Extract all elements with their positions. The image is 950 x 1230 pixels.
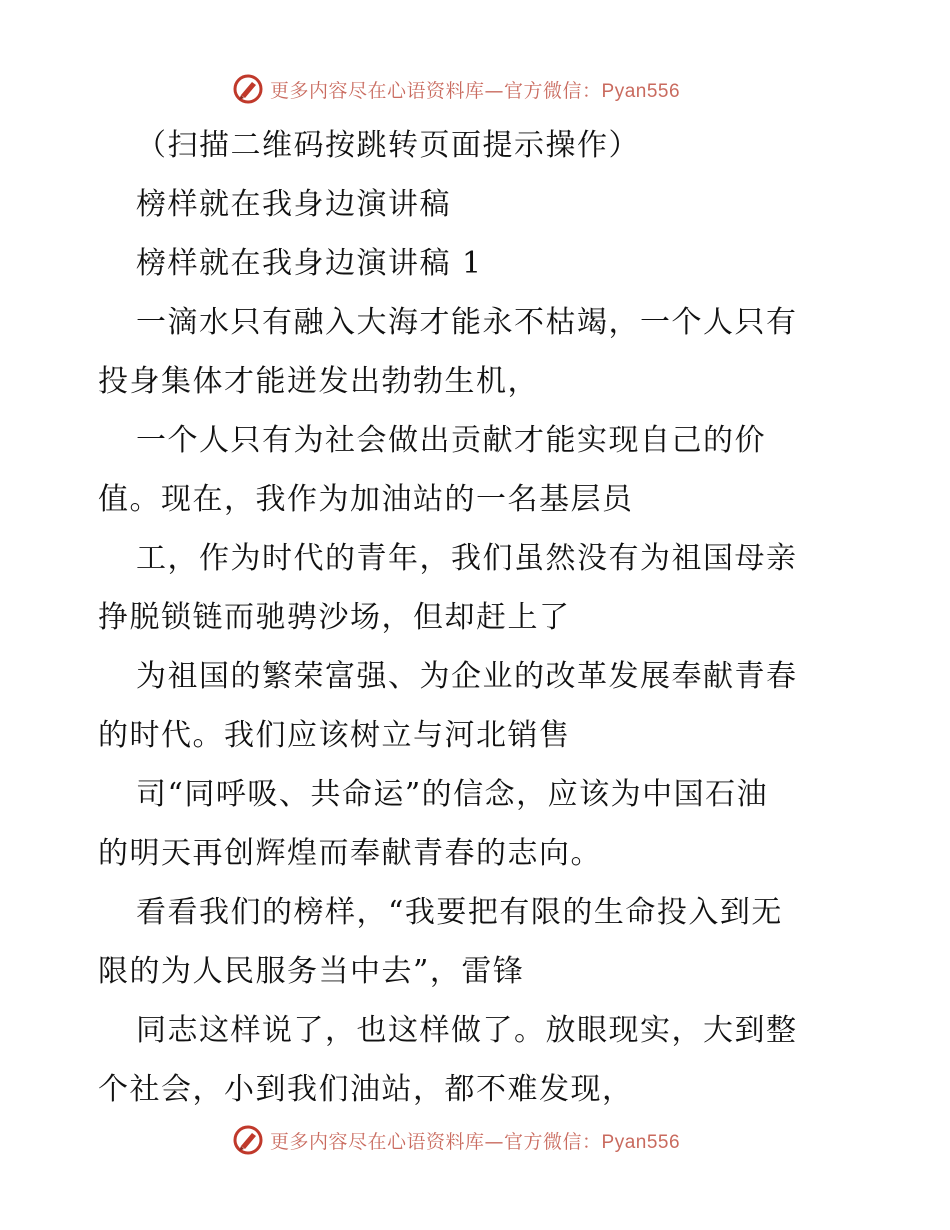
header-wechat-id: Pyan556: [601, 80, 681, 102]
doc-line: 同志这样说了，也这样做了。放眼现实，大到整: [136, 1013, 798, 1048]
red-pen-circle-logo-icon: [232, 1124, 264, 1156]
doc-line: 司“同呼吸、共命运”的信念，应该为中国石油: [136, 777, 769, 812]
doc-line: 一滴水只有融入大海才能永不枯竭，一个人只有: [136, 305, 798, 340]
footer-banner: [232, 1123, 732, 1157]
footer-banner-text: [270, 1127, 680, 1154]
doc-subtitle: 榜样就在我身边演讲稿 1: [136, 246, 483, 281]
doc-line: 投身集体才能迸发出勃勃生机，: [98, 364, 539, 399]
document-body: [98, 116, 858, 1119]
doc-line: （扫描二维码按跳转页面提示操作）: [136, 128, 640, 163]
doc-line: 限的为人民服务当中去”，雷锋: [98, 954, 525, 989]
doc-line: 为祖国的繁荣富强、为企业的改革发展奉献青春: [136, 659, 798, 694]
doc-line: 的明天再创辉煌而奉献青春的志向。: [98, 836, 602, 871]
doc-line: 挣脱锁链而驰骋沙场，但却赶上了: [98, 600, 571, 635]
footer-banner-label: 更多内容尽在心语资料库—官方微信：: [270, 1130, 602, 1153]
doc-line: 看看我们的榜样，“我要把有限的生命投入到无: [136, 895, 783, 930]
footer-wechat-id: Pyan556: [601, 1131, 681, 1153]
doc-line: 一个人只有为社会做出贡献才能实现自己的价: [136, 423, 766, 458]
doc-line: 值。现在，我作为加油站的一名基层员: [98, 482, 634, 517]
header-banner: [232, 72, 732, 106]
doc-line: 个社会，小到我们油站，都不难发现，: [98, 1072, 634, 1107]
doc-title: 榜样就在我身边演讲稿: [136, 187, 451, 222]
red-pen-circle-logo-icon: [232, 73, 264, 105]
doc-line: 工，作为时代的青年，我们虽然没有为祖国母亲: [136, 541, 798, 576]
header-banner-text: [270, 76, 680, 103]
header-banner-label: 更多内容尽在心语资料库—官方微信：: [270, 79, 602, 102]
doc-line: 的时代。我们应该树立与河北销售: [98, 718, 571, 753]
